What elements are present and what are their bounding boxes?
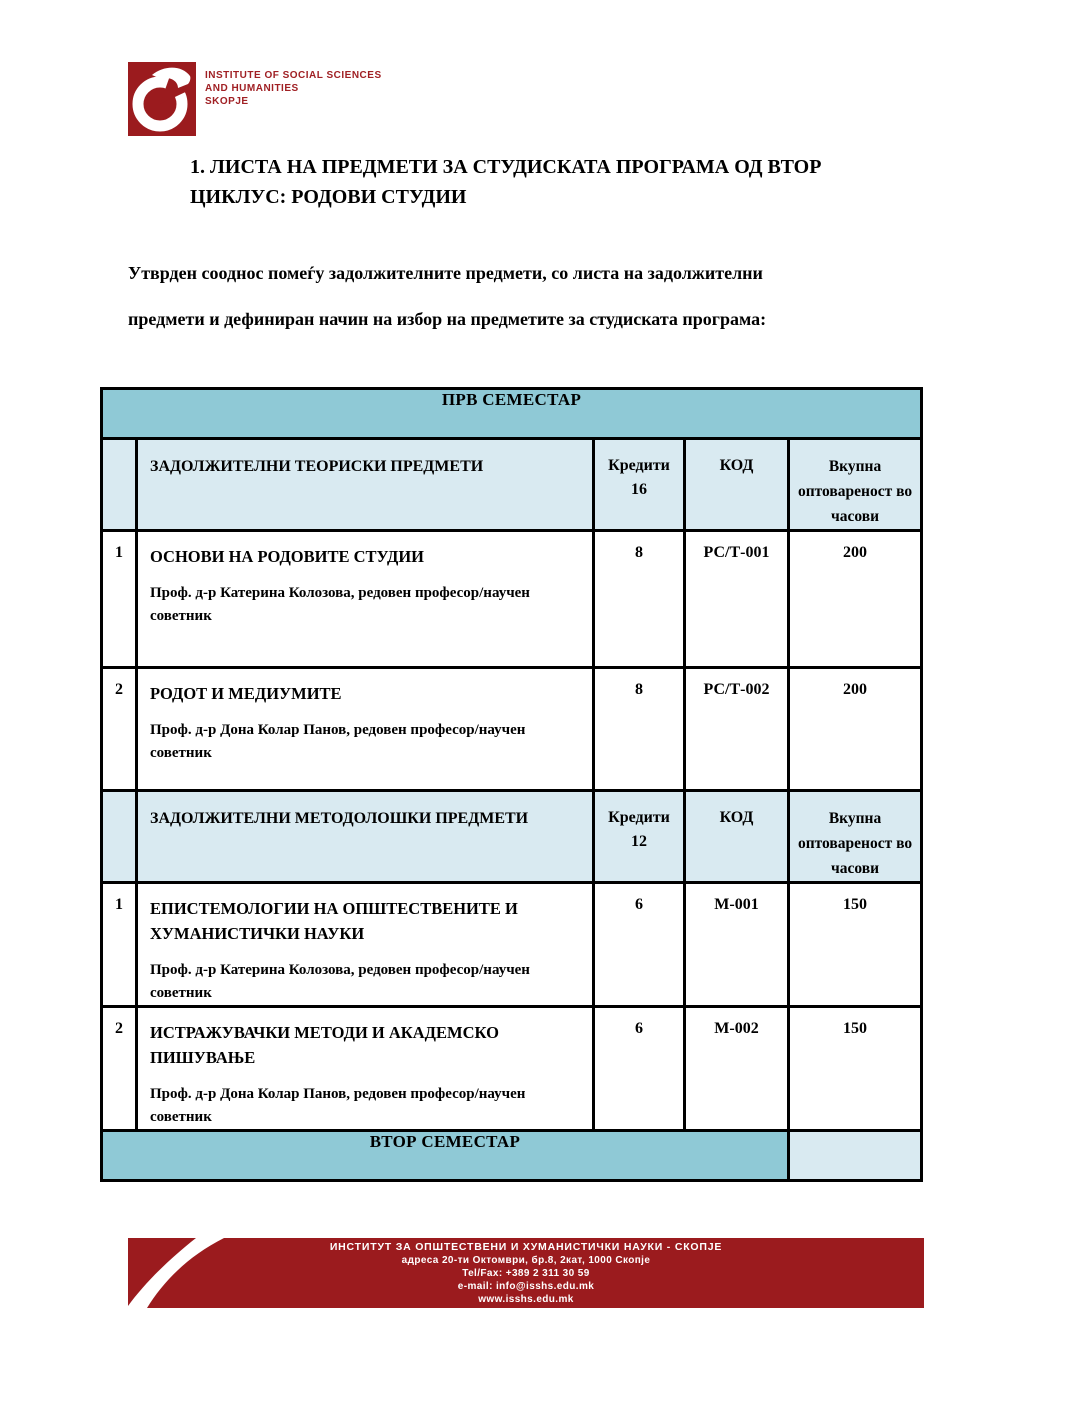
course-number: 1 xyxy=(102,883,137,1007)
footer-institute-name: ИНСТИТУТ ЗА ОПШТЕСТВЕНИ И ХУМАНИСТИЧКИ НАУКИ - СКОПЈЕ xyxy=(329,1241,723,1253)
course-title: РОДОТ И МЕДИУМИТЕ xyxy=(150,684,342,703)
course-lecturer: Проф. д-р Дона Колар Панов, редовен професор/научен советник xyxy=(150,1086,526,1125)
institute-name-line: SKOPJE xyxy=(205,96,249,107)
course-lecturer: Проф. д-р Дона Колар Панов, редовен професор/научен советник xyxy=(150,722,526,761)
course-credits: 6 xyxy=(594,1007,685,1131)
brand-header xyxy=(128,62,382,136)
intro-line: предмети и дефиниран начин на избор на предметите за студиската програма: xyxy=(128,309,767,329)
course-title: ОСНОВИ НА РОДОВИТЕ СТУДИИ xyxy=(150,547,424,566)
institute-name xyxy=(205,62,382,136)
page-title xyxy=(190,152,930,212)
course-cell xyxy=(137,668,594,791)
section-title: ЗАДОЛЖИТЕЛНИ МЕТОДОЛОШКИ ПРЕДМЕТИ xyxy=(137,791,594,883)
course-code: М-001 xyxy=(685,883,789,1007)
course-cell xyxy=(137,883,594,1007)
section-header-methodological xyxy=(102,791,922,883)
course-title: ИСТРАЖУВАЧКИ МЕТОДИ И АКАДЕМСКО ПИШУВАЊЕ xyxy=(150,1023,499,1067)
course-credits: 6 xyxy=(594,883,685,1007)
course-lecturer: Проф. д-р Катерина Колозова, редовен професор/научен советник xyxy=(150,585,530,624)
table-row xyxy=(102,883,922,1007)
table-row xyxy=(102,531,922,668)
semester2-banner-row xyxy=(102,1131,922,1181)
course-hours: 200 xyxy=(789,531,922,668)
course-code: РС/Т-001 xyxy=(685,531,789,668)
institute-name-line: AND HUMANITIES xyxy=(205,83,299,94)
course-hours: 150 xyxy=(789,1007,922,1131)
code-header: КОД xyxy=(685,791,789,883)
load-header: Вкупна оптовареност во часови xyxy=(789,791,922,883)
semester1-banner-row xyxy=(102,389,922,439)
course-cell xyxy=(137,531,594,668)
blank-cell xyxy=(102,791,137,883)
credits-label: Кредити xyxy=(608,457,670,474)
load-header: Вкупна оптовареност во часови xyxy=(789,439,922,531)
course-code: РС/Т-002 xyxy=(685,668,789,791)
course-number: 2 xyxy=(102,668,137,791)
course-hours: 150 xyxy=(789,883,922,1007)
section-header-theoretical xyxy=(102,439,922,531)
credits-label: Кредити xyxy=(608,809,670,826)
course-hours: 200 xyxy=(789,668,922,791)
course-number: 1 xyxy=(102,531,137,668)
page-title-line: ЦИКЛУС: РОДОВИ СТУДИИ xyxy=(190,186,467,208)
footer-contact-block xyxy=(128,1238,924,1308)
page-title-line: 1. ЛИСТА НА ПРЕДМЕТИ ЗА СТУДИСКАТА ПРОГРАМА ОД ВТОР xyxy=(190,156,822,178)
intro-paragraph xyxy=(128,250,928,342)
footer-band xyxy=(128,1238,924,1308)
course-code: М-002 xyxy=(685,1007,789,1131)
footer-telfax: Tel/Fax: +389 2 311 30 59 xyxy=(462,1268,590,1279)
blank-cell xyxy=(789,1131,922,1181)
footer-email: e-mail: info@isshs.edu.mk xyxy=(457,1281,595,1292)
course-number: 2 xyxy=(102,1007,137,1131)
course-cell xyxy=(137,1007,594,1131)
course-lecturer: Проф. д-р Катерина Колозова, редовен професор/научен советник xyxy=(150,962,530,1001)
footer-address: адреса 20-ти Октомври, бр.8, 2кат, 1000 Скопје xyxy=(401,1255,651,1266)
semester2-banner: ВТОР СЕМЕСТАР xyxy=(102,1131,789,1181)
curriculum-table xyxy=(100,387,923,1182)
institute-logo-icon xyxy=(128,62,196,136)
credits-total: 16 xyxy=(631,481,647,498)
semester1-banner: ПРВ СЕМЕСТАР xyxy=(102,389,922,439)
blank-cell xyxy=(102,439,137,531)
section-title: ЗАДОЛЖИТЕЛНИ ТЕОРИСКИ ПРЕДМЕТИ xyxy=(137,439,594,531)
credits-header xyxy=(594,439,685,531)
course-title: ЕПИСТЕМОЛОГИИ НА ОПШТЕСТВЕНИТЕ И ХУМАНИСТИЧКИ НАУКИ xyxy=(150,899,518,943)
course-credits: 8 xyxy=(594,531,685,668)
credits-header xyxy=(594,791,685,883)
table-row xyxy=(102,668,922,791)
credits-total: 12 xyxy=(631,833,647,850)
code-header: КОД xyxy=(685,439,789,531)
table-row xyxy=(102,1007,922,1131)
intro-line: Утврден сооднос помеѓу задолжителните предмети, со листа на задолжителни xyxy=(128,263,763,283)
institute-name-line: INSTITUTE OF SOCIAL SCIENCES xyxy=(205,70,382,81)
footer-website: www.isshs.edu.mk xyxy=(478,1294,574,1305)
course-credits: 8 xyxy=(594,668,685,791)
